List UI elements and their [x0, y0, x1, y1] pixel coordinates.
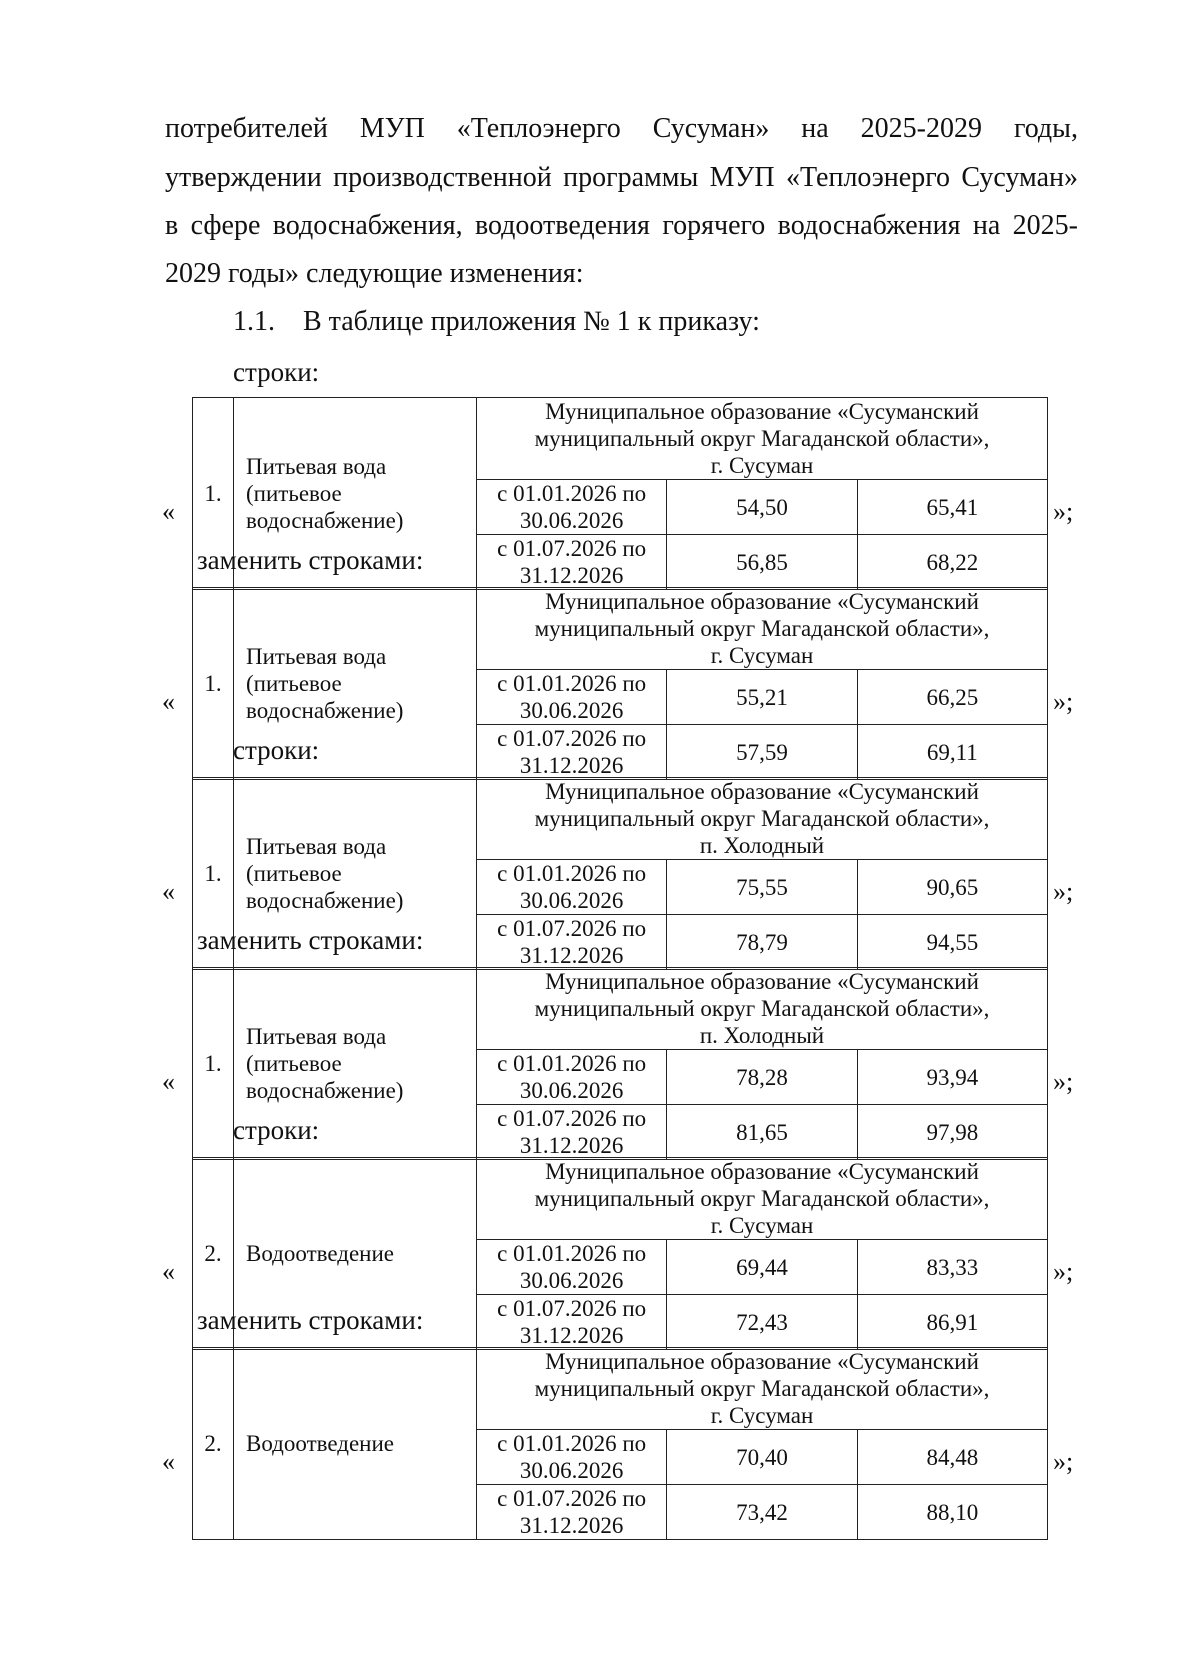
period-cell: с 01.01.2026 по 30.06.2026: [477, 1430, 667, 1485]
municipality-header: Муниципальное образование «Сусуманский муниципальный округ Магаданской области», г. Сусуман: [477, 588, 1048, 670]
row-number: 2.: [193, 1158, 234, 1350]
service-name: Водоотведение: [234, 1348, 477, 1540]
period-cell: с 01.01.2026 по 30.06.2026: [477, 860, 667, 915]
service-name: Водоотведение: [234, 1158, 477, 1350]
period-cell: с 01.07.2026 по 31.12.2026: [477, 1295, 667, 1350]
value-cell: 55,21: [667, 670, 857, 725]
quote-open: «: [162, 497, 175, 526]
value-cell: 84,48: [857, 1430, 1047, 1485]
value-cell: 54,50: [667, 480, 857, 535]
row-number: 1.: [193, 398, 234, 590]
value-cell: 57,59: [667, 725, 857, 780]
value-cell: 68,22: [857, 535, 1047, 590]
value-cell: 72,43: [667, 1295, 857, 1350]
quote-close: »;: [1053, 687, 1074, 716]
value-cell: 93,94: [857, 1050, 1047, 1105]
value-cell: 88,10: [857, 1485, 1047, 1540]
tariff-table: [192, 587, 1048, 780]
quote-open: «: [162, 1067, 175, 1096]
period-cell: с 01.07.2026 по 31.12.2026: [477, 725, 667, 780]
quote-open: «: [162, 1257, 175, 1286]
period-cell: с 01.01.2026 по 30.06.2026: [477, 1050, 667, 1105]
row-number: 1.: [193, 778, 234, 970]
row-number: 1.: [193, 968, 234, 1160]
label-zamenit: заменить строками:: [197, 925, 424, 955]
tariff-table: [192, 967, 1048, 1160]
quote-open: «: [162, 1447, 175, 1476]
service-name: Питьевая вода (питьевое водоснабжение): [234, 968, 477, 1160]
label-zamenit: заменить строками:: [197, 1305, 424, 1335]
paragraph-line-4: 2029 годы» следующие изменения:: [165, 258, 584, 289]
row-number: 2.: [193, 1348, 234, 1540]
period-cell: с 01.07.2026 по 31.12.2026: [477, 535, 667, 590]
quote-close: »;: [1053, 1257, 1074, 1286]
clause-heading: [233, 304, 760, 340]
value-cell: 81,65: [667, 1105, 857, 1160]
tariff-table: [192, 1347, 1048, 1540]
service-name: Питьевая вода (питьевое водоснабжение): [234, 398, 477, 590]
clause-text: В таблице приложения № 1 к приказу:: [303, 306, 760, 337]
label-stroki: строки:: [233, 1115, 320, 1145]
municipality-header: Муниципальное образование «Сусуманский муниципальный округ Магаданской области», г. Сусуман: [477, 398, 1048, 480]
service-name: Питьевая вода (питьевое водоснабжение): [234, 588, 477, 780]
service-name: Питьевая вода (питьевое водоснабжение): [234, 778, 477, 970]
paragraph-line-1: потребителей МУП «Теплоэнерго Сусуман» на 2025-2029 годы,: [165, 113, 1078, 144]
period-cell: с 01.07.2026 по 31.12.2026: [477, 1485, 667, 1540]
value-cell: 65,41: [857, 480, 1047, 535]
period-cell: с 01.01.2026 по 30.06.2026: [477, 1240, 667, 1295]
period-cell: с 01.01.2026 по 30.06.2026: [477, 670, 667, 725]
value-cell: 73,42: [667, 1485, 857, 1540]
value-cell: 97,98: [857, 1105, 1047, 1160]
value-cell: 94,55: [857, 915, 1047, 970]
period-cell: с 01.01.2026 по 30.06.2026: [477, 480, 667, 535]
value-cell: 69,44: [667, 1240, 857, 1295]
row-number: 1.: [193, 588, 234, 780]
clause-number: 1.1.: [233, 306, 275, 337]
value-cell: 66,25: [857, 670, 1047, 725]
quote-close: »;: [1053, 1067, 1074, 1096]
value-cell: 75,55: [667, 860, 857, 915]
label-zamenit: заменить строками:: [197, 545, 424, 575]
municipality-header: Муниципальное образование «Сусуманский муниципальный округ Магаданской области», п. Холодный: [477, 778, 1048, 860]
period-cell: с 01.07.2026 по 31.12.2026: [477, 915, 667, 970]
value-cell: 90,65: [857, 860, 1047, 915]
table-block: [160, 1347, 1088, 1538]
paragraph-line-3: в сфере водоснабжения, водоотведения горячего водоснабжения на 2025-: [165, 210, 1078, 241]
value-cell: 56,85: [667, 535, 857, 590]
value-cell: 78,79: [667, 915, 857, 970]
municipality-header: Муниципальное образование «Сусуманский муниципальный округ Магаданской области», г. Сусуман: [477, 1348, 1048, 1430]
municipality-header: Муниципальное образование «Сусуманский муниципальный округ Магаданской области», г. Сусуман: [477, 1158, 1048, 1240]
value-cell: 69,11: [857, 725, 1047, 780]
label-stroki: строки:: [233, 357, 320, 387]
value-cell: 83,33: [857, 1240, 1047, 1295]
quote-close: »;: [1053, 1447, 1074, 1476]
municipality-header: Муниципальное образование «Сусуманский муниципальный округ Магаданской области», п. Холодный: [477, 968, 1048, 1050]
label-stroki: строки:: [233, 735, 320, 765]
quote-open: «: [162, 687, 175, 716]
quote-close: »;: [1053, 497, 1074, 526]
paragraph-line-2: утверждении производственной программы МУП «Теплоэнерго Сусуман»: [165, 162, 1078, 193]
quote-open: «: [162, 877, 175, 906]
value-cell: 70,40: [667, 1430, 857, 1485]
value-cell: 86,91: [857, 1295, 1047, 1350]
value-cell: 78,28: [667, 1050, 857, 1105]
quote-close: »;: [1053, 877, 1074, 906]
period-cell: с 01.07.2026 по 31.12.2026: [477, 1105, 667, 1160]
